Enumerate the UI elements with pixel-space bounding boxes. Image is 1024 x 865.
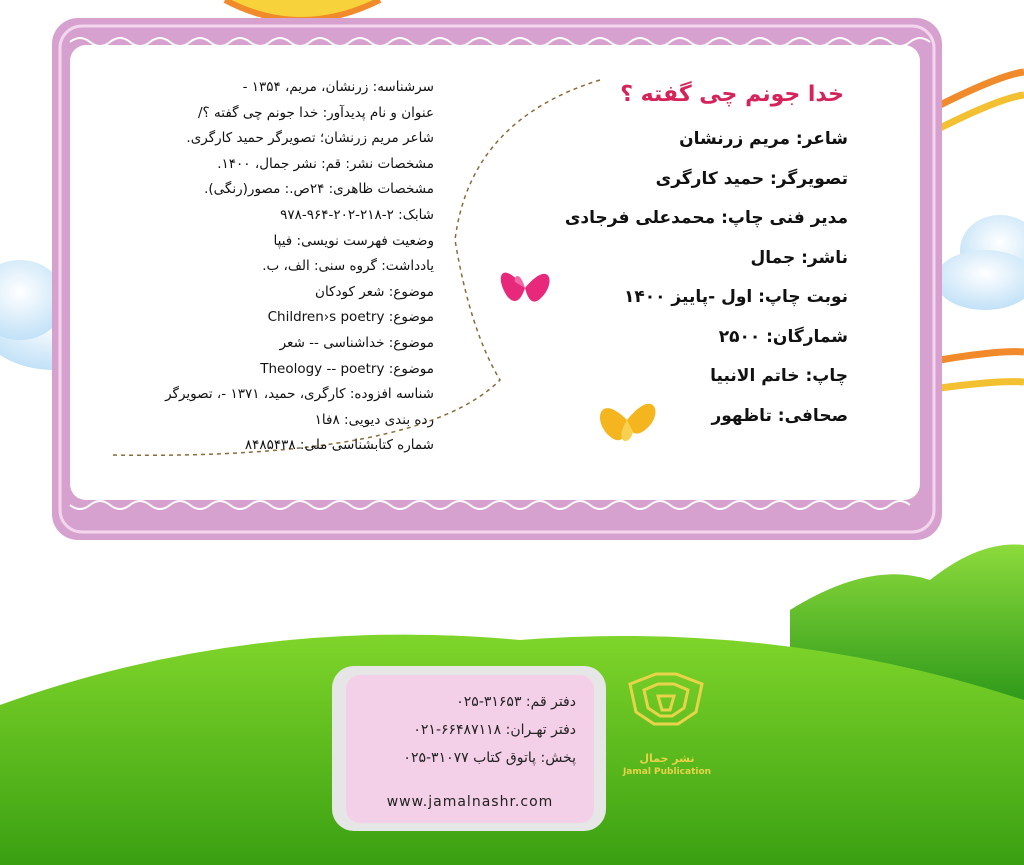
catalog-line: مشخصات نشر: قم: نشر جمال، ۱۴۰۰. — [217, 155, 434, 172]
catalog-line: موضوع: خداشناسی -- شعر — [279, 334, 434, 351]
catalog-line: یادداشت: گروه سنی: الف، ب. — [262, 258, 434, 275]
credit-circulation: شمارگان: ۲۵۰۰ — [718, 326, 848, 347]
credit-illustrator: تصویرگر: حمید کارگری — [655, 168, 848, 189]
publisher-name-en: Jamal Publication — [622, 767, 712, 777]
catalog-line: شماره کتابشناسی ملی: ۸۴۸۵۴۳۸ — [244, 437, 434, 454]
credit-printer: چاپ: خاتم الانبیا — [710, 366, 848, 386]
catalog-line: موضوع: Children›s poetry — [267, 309, 434, 326]
credits-list — [528, 124, 848, 440]
credit-publisher: ناشر: جمال — [750, 247, 848, 268]
contact-qom-office: دفتر قم: ۳۱۶۵۳-۰۲۵ — [456, 694, 576, 710]
contact-lines — [346, 690, 576, 774]
credit-print-manager: مدیر فنی چاپ: محمدعلی فرجادی — [564, 208, 848, 228]
credit-poet: شاعر: مریم زرنشان — [679, 129, 848, 149]
catalog-line: موضوع: شعر کودکان — [315, 283, 434, 300]
website-link[interactable]: www.jamalnashr.com — [386, 794, 554, 810]
sun-icon — [225, 0, 380, 20]
catalog-line: موضوع: Theology -- poetry — [260, 360, 434, 377]
catalog-line: شاعر مریم زرنشان؛ تصویرگر حمید کارگری. — [186, 130, 434, 147]
catalog-line: شابک: ۲-۲۱۸-۲۰۲-۹۶۴-۹۷۸ — [280, 206, 434, 223]
catalog-line: سرشناسه: زرنشان، مریم، ۱۳۵۴ - — [242, 79, 434, 95]
catalog-line: عنوان و نام پدیدآور: خدا جونم چی گفته ؟/ — [198, 104, 434, 121]
publisher-name-fa: نشر جمال — [639, 752, 695, 765]
contact-tehran-office: دفتر تهـران: ۶۶۴۸۷۱۱۸-۰۲۱ — [413, 722, 576, 738]
catalog-line: وضعیت فهرست نویسی: فیپا — [273, 232, 434, 249]
cloud-right — [935, 215, 1024, 310]
contact-distribution: پخش: پاتوق کتاب ۳۱۰۷۷-۰۲۵ — [403, 750, 576, 766]
catalog-line: مشخصات ظاهری: ۲۴ص.: مصور(رنگی). — [204, 181, 434, 198]
book-title: خدا جونم چی گفته ؟ — [620, 82, 844, 107]
credit-binder: صحافی: تاظهور — [711, 405, 848, 426]
credit-edition: نوبت چاپ: اول -پاییز ۱۴۰۰ — [624, 287, 848, 307]
catalog-line: رده بندی دیویی: ۸فا۱ — [314, 411, 434, 428]
catalog-record — [74, 76, 434, 460]
catalog-line: شناسه افزوده: کارگری، حمید، ۱۳۷۱ -، تصویرگر — [165, 386, 434, 403]
